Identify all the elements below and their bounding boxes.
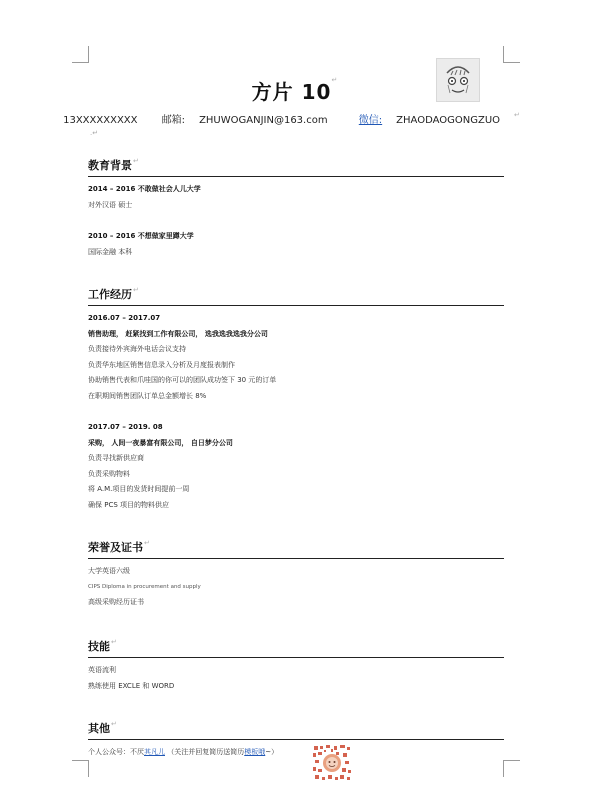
wechat-info	[352, 111, 527, 126]
paragraph-mark-icon: ↵	[111, 638, 117, 646]
education-title: 教育背景	[88, 159, 132, 172]
crop-mark-bottom-right	[503, 760, 520, 777]
job-duty: 负责采购物料	[88, 469, 130, 478]
name-text: 方片 10	[251, 80, 332, 104]
job-period-1: 2016.07 – 2017.07	[88, 314, 161, 322]
paragraph-mark-icon: ↵	[144, 539, 150, 547]
job-duty: 在职期间销售团队订单总金额增长 8%	[88, 391, 207, 400]
honor-item: CIPS Diploma in procurement and supply	[88, 583, 201, 590]
skills-title: 技能	[88, 640, 110, 653]
job-duty: 负责寻找新供应商	[88, 454, 144, 462]
education-detail-2: 国际金融 本科	[88, 247, 133, 256]
paragraph-mark-icon: ↵	[133, 286, 139, 294]
resume-name	[0, 76, 590, 105]
skill-item: 熟练使用 EXCLE 和 WORD	[88, 681, 175, 690]
section-title	[88, 720, 504, 740]
education-section	[88, 157, 504, 260]
job-period-2: 2017.07 – 2019. 08	[88, 423, 163, 431]
section-title	[88, 539, 504, 559]
job-duty: 负责接待外宾海外电话会议支持	[88, 345, 186, 353]
cartoon-face-icon	[437, 59, 479, 101]
crop-mark-top-left	[72, 46, 89, 63]
crop-mark-top-right	[503, 46, 520, 63]
paragraph-mark-icon: ↵	[111, 720, 117, 728]
work-title: 工作经历	[88, 288, 132, 301]
job-duty: 将 A.M.项目的发货时间提前一周	[88, 485, 190, 493]
job-role-1: 销售助理， 赶紧找到工作有限公司， 选我选我选我分公司	[88, 329, 268, 338]
honors-title: 荣誉及证书	[88, 541, 143, 554]
template-link[interactable]: 模板哦	[244, 748, 266, 756]
other-section	[88, 720, 504, 761]
avatar	[436, 58, 480, 102]
account-suffix: （关注并回复简历送简历	[165, 748, 245, 756]
crop-mark-bottom-left	[72, 760, 89, 777]
paragraph-mark-icon: .↵	[90, 129, 99, 137]
other-line	[88, 745, 504, 761]
account-name[interactable]: 其凡儿	[144, 748, 165, 756]
account-prefix: 个人公众号：不厌	[88, 748, 144, 756]
honor-item: 高级采购经历证书	[88, 598, 144, 606]
email-label: 邮箱:	[161, 115, 186, 126]
skill-item: 英语流利	[88, 666, 116, 674]
wechat-id: ZHAODAOGONGZUO	[396, 115, 501, 126]
skills-section	[88, 638, 504, 694]
education-entry-1: 2014 – 2016 不敢做社会人儿大学	[88, 185, 201, 193]
honor-item: 大学英语六级	[88, 567, 130, 575]
job-duty: 确保 PCS 项目的物料供应	[88, 500, 170, 509]
email-info	[155, 115, 335, 126]
education-entry-2: 2010 – 2016 不想做家里蹲大学	[88, 232, 194, 240]
job-duty: 负责华东地区销售信息录入分析及月度报表制作	[88, 360, 235, 369]
job-duty: 协助销售代表和爪哇国的你可以的团队成功签下 30 元的订单	[88, 376, 277, 384]
section-title	[88, 638, 504, 658]
qr-code	[312, 744, 352, 782]
qr-code-icon	[312, 744, 352, 782]
phone-number: 13XXXXXXXXX	[63, 115, 138, 126]
email-address[interactable]: ZHUWOGANJIN@163.com	[199, 115, 328, 126]
account-suffix-end: ~）	[265, 748, 279, 756]
honors-section	[88, 539, 504, 611]
education-detail-1: 对外汉语 硕士	[88, 200, 133, 209]
paragraph-mark-icon: ↵	[514, 111, 520, 119]
paragraph-mark-icon: ↵	[331, 76, 339, 84]
paragraph-mark-icon: ↵	[133, 157, 139, 165]
section-title	[88, 286, 504, 306]
section-title	[88, 157, 504, 177]
work-section	[88, 286, 504, 513]
other-title: 其他	[88, 722, 110, 735]
job-role-2: 采购， 人间一夜暴富有限公司， 自日梦分公司	[88, 438, 233, 447]
contact-line	[0, 111, 590, 126]
wechat-label: 微信:	[358, 115, 383, 126]
